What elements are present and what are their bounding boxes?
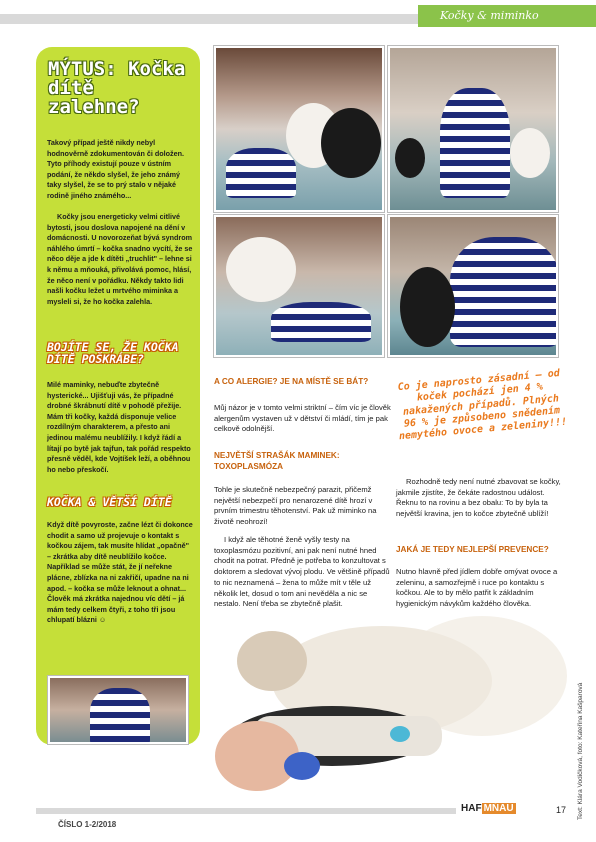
- sidebar-heading-scratch: BOJÍTE SE, ŽE KOČKA DÍTĚ POŠKRÁBE?: [47, 340, 179, 366]
- pull-quote: Co je naprosto zásadní – od koček pochází jen 4 % nakažených případů. Plných 96 % je způsobeno snědením nemytého ovoce a zeleniny!!!: [397, 368, 568, 443]
- page-header: [0, 0, 596, 28]
- section-tab: Kočky & miminko: [418, 5, 596, 27]
- text-toxoplasmosis-1: Tohle je skutečně nebezpečný parazit, přičemž největší nebezpečí pro nenarozené dítě hrozí v prvním trimestru těhotenství. Pak už miminko na životě neohrozí!: [214, 485, 377, 527]
- logo-haf: HAF: [461, 803, 482, 814]
- sidebar-intro: Takový případ ještě nikdy nebyl hodnověrně zdokumentován či doložen. Tyto příhody existují pouze v ústním podání, že někdo slyšel, že jeho známý taky slyšel, že se to prý stalo v nějaké rodině jiného známého...: [47, 138, 184, 200]
- photo-cat-sleeping-baby: [212, 606, 578, 802]
- footer-rule: [36, 808, 456, 814]
- text-keep-cat: Rozhodně tedy není nutné zbavovat se kočky, jakmile zjistíte, že čekáte radostnou událost. Řeknu to na rovinu a bez obalu: To by byla ta největší kravina, jen to kočce zbytečně ublíží!: [396, 477, 561, 519]
- sidebar-para-3: Když dítě povyroste, začne lézt či dokonce chodit a samo už projevuje o kontakt s kočkou zájem, tak musíte hlídat „opačně" – zkrátka aby dítě neublížilo kočce. Například se může stát, že jí neřekne plácne, zblízka na ni zakřičí, upadne na ni apod. – kočka se může leknout a ohnat... Člověk má zkrátka najednou víc dětí – já mám tedy celkem čtyři, z toho tři jsou chlupatí blázni ☺: [47, 520, 193, 625]
- photo-mother-cats: [388, 46, 558, 212]
- text-allergy: Můj názor je v tomto velmi striktní – čím víc je člověk alergenům vystaven už v dětství či mládí, tím je pak celkově odolnější.: [214, 403, 391, 434]
- heading-toxoplasmosis: NEJVĚTŠÍ STRAŠÁK MAMINEK: TOXOPLASMÓZA: [214, 451, 340, 471]
- myth-title: MÝTUS: Kočka dítě zalehne?: [48, 58, 186, 118]
- text-prevention: Nutno hlavně před jídlem dobře omývat ovoce a zeleninu, a samozřejmě i ruce po kontaktu s kočkou. Ale to by mělo patřit k základním hygienickým návykům každého člověka.: [396, 567, 558, 609]
- photo-black-cat-mother: [388, 215, 558, 357]
- photo-mother-child: [48, 676, 188, 744]
- photo-cat-baby-2: [214, 215, 384, 357]
- logo-mnau: MŇAU: [483, 803, 514, 814]
- heading-allergy: A CO ALERGIE? JE NA MÍSTĚ SE BÁT?: [214, 377, 369, 386]
- photo-credit: Text: Klára Vodičková, foto: Kateřina Kašparová: [577, 682, 584, 820]
- header-rule: [0, 14, 418, 24]
- photo-cat-baby-1: [214, 46, 384, 212]
- page-number: 17: [556, 805, 567, 815]
- issue-number: ČÍSLO 1-2/2018: [58, 820, 117, 829]
- heading-prevention: JAKÁ JE TEDY NEJLEPŠÍ PREVENCE?: [396, 545, 549, 554]
- text-toxoplasmosis-2: I když ale těhotné ženě vyšly testy na toxoplasmózu pozitivní, ani pak není nutné hned chodit na potrat. Předně je potřeba to konzultovat s doktorem a sledovat vývoj plodu. Ve většině případů to nic neznamená – žena to může mít v těle už několik let, dosud o tom ani nevěděla a nic se nestalo. Není třeba se zbytečně plašit.: [214, 535, 390, 609]
- sidebar-para-2: Milé maminky, nebuďte zbytečně hysterické... Ujišťuji vás, že případné drobné škrábnutí dítě v pohodě přežije. Mám tři kočky, každá disponuje velice rozdílným charakterem, a přesto ani jedinou malému neublížily. I když řádí a lítají po bytě jak tajfun, tak pořád respekto přesně věděl, kde Vojtíšek leží, a oběhnou ho nebo přeskočí.: [47, 380, 191, 474]
- sidebar-para-1: Kočky jsou energeticky velmi citlivé bytosti, jsou doslova napojené na dění v domácnosti. U novorozeňat bývá syndrom náhlého úmrtí – kočka snadno vycítí, že se něco děje a jde k dítěti „truchlit" – lehne si k němu a mňouká, přivolává pomoc, hlásí, že něco není v pořádku. Někdy takto lidi našli kočku ležet u mrtvého miminka a mysleli si, že ho kočka zalehla.: [47, 212, 193, 306]
- magazine-logo: [461, 803, 516, 814]
- sidebar-heading-older-child: KOČKA & VĚTŠÍ DÍTĚ: [47, 495, 172, 509]
